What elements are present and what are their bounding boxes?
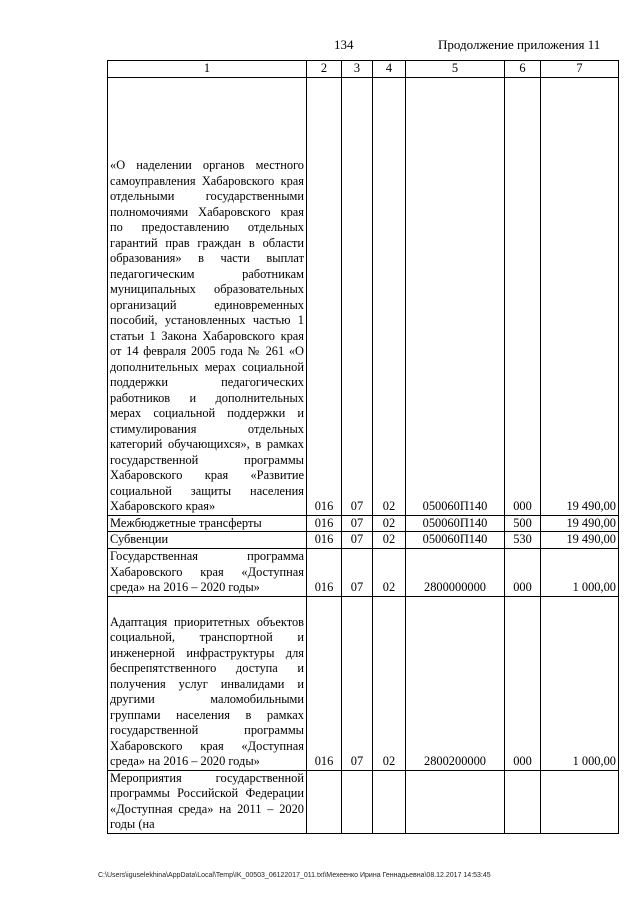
column-header: 7 xyxy=(541,61,619,78)
row-subsection-code xyxy=(373,770,406,833)
row-amount xyxy=(541,770,619,833)
row-expense-type: 500 xyxy=(505,515,541,532)
row-name: Межбюджетные трансферты xyxy=(108,515,307,532)
table-header-row xyxy=(108,61,619,78)
row-ministry-code: 016 xyxy=(307,77,342,515)
row-name: Государственная программа Хабаровского края «Доступная среда» на 2016 – 2020 годы» xyxy=(108,548,307,596)
column-header: 5 xyxy=(406,61,505,78)
row-name: «О наделении органов местного самоуправления Хабаровского края отдельными государственными полномочиями Хабаровского края по предоставлению отдельных гарантий прав граждан в области образования» в части выплат педагогическим работникам муниципальных образовательных организаций единовременных пособий, установленных частью 1 статьи 1 Закона Хабаровского края от 14 февраля 2005 года № 261 «О дополнительных мерах социальной поддержки педагогических работников и дополнительных мерах социальной поддержки и стимулирования отдельных категорий обучающихся», в рамках государственной программы Хабаровского края «Развитие социальной защиты населения Хабаровского края» xyxy=(108,77,307,515)
row-target-code: 2800200000 xyxy=(406,596,505,770)
row-ministry-code xyxy=(307,770,342,833)
file-path-footer: C:\Users\iguselekhina\AppData\Local\Temp\IK_00503_06122017_011.txt\Мехеенко Ирина Геннадьевна\08.12.2017 14:53:45 xyxy=(98,872,491,879)
row-expense-type: 000 xyxy=(505,596,541,770)
row-amount: 19 490,00 xyxy=(541,77,619,515)
table-row xyxy=(108,77,619,515)
row-subsection-code: 02 xyxy=(373,532,406,549)
row-ministry-code: 016 xyxy=(307,548,342,596)
row-name: Мероприятия государственной программы Российской Федерации «Доступная среда» на 2011 – 2020 годы (на xyxy=(108,770,307,833)
table-row xyxy=(108,515,619,532)
row-name: Субвенции xyxy=(108,532,307,549)
row-amount: 1 000,00 xyxy=(541,548,619,596)
row-section-code xyxy=(342,770,373,833)
row-target-code: 2800000000 xyxy=(406,548,505,596)
row-section-code: 07 xyxy=(342,532,373,549)
row-subsection-code: 02 xyxy=(373,77,406,515)
row-ministry-code: 016 xyxy=(307,515,342,532)
row-amount: 19 490,00 xyxy=(541,532,619,549)
row-expense-type: 530 xyxy=(505,532,541,549)
row-target-code: 050060П140 xyxy=(406,532,505,549)
row-subsection-code: 02 xyxy=(373,515,406,532)
row-amount: 1 000,00 xyxy=(541,596,619,770)
row-target-code: 050060П140 xyxy=(406,515,505,532)
column-header: 1 xyxy=(108,61,307,78)
row-target-code xyxy=(406,770,505,833)
row-section-code: 07 xyxy=(342,548,373,596)
column-header: 3 xyxy=(342,61,373,78)
table-row xyxy=(108,532,619,549)
column-header: 4 xyxy=(373,61,406,78)
row-ministry-code: 016 xyxy=(307,532,342,549)
row-subsection-code: 02 xyxy=(373,548,406,596)
row-expense-type: 000 xyxy=(505,77,541,515)
row-expense-type xyxy=(505,770,541,833)
row-expense-type: 000 xyxy=(505,548,541,596)
row-ministry-code: 016 xyxy=(307,596,342,770)
row-target-code: 050060П140 xyxy=(406,77,505,515)
row-section-code: 07 xyxy=(342,77,373,515)
page-number: 134 xyxy=(334,37,354,52)
row-subsection-code: 02 xyxy=(373,596,406,770)
table-row xyxy=(108,770,619,833)
table-row xyxy=(108,548,619,596)
row-section-code: 07 xyxy=(342,596,373,770)
budget-table xyxy=(107,60,619,834)
column-header: 6 xyxy=(505,61,541,78)
row-amount: 19 490,00 xyxy=(541,515,619,532)
row-section-code: 07 xyxy=(342,515,373,532)
column-header: 2 xyxy=(307,61,342,78)
appendix-continuation-label: Продолжение приложения 11 xyxy=(438,37,601,52)
table-row xyxy=(108,596,619,770)
row-name: Адаптация приоритетных объектов социальной, транспортной и инженерной инфраструктуры для беспрепятственного доступа и получения услуг инвалидами и другими маломобильными группами населения в рамках государственной программы Хабаровского края «Доступная среда» на 2016 – 2020 годы» xyxy=(108,596,307,770)
